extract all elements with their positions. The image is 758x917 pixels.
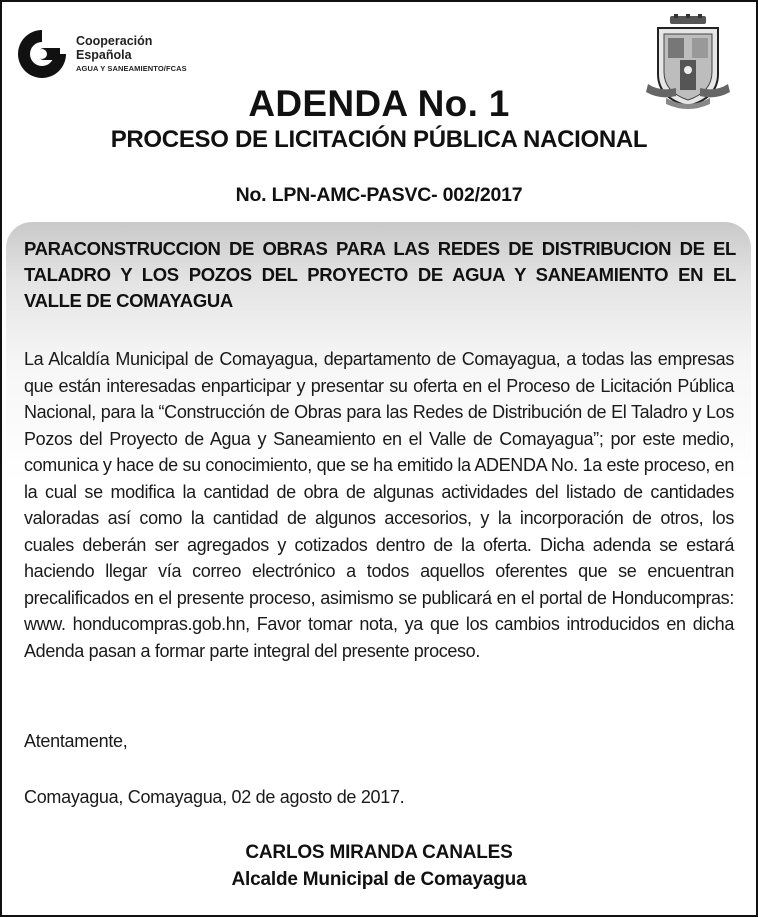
process-number: No. LPN-AMC-PASVC- 002/2017 <box>235 184 523 206</box>
closing-text: Atentamente, <box>24 731 128 751</box>
logo-line-3: AGUA Y SANEAMIENTO/FCAS <box>76 64 187 73</box>
signatory-title: Alcalde Municipal de Comayagua <box>231 869 527 890</box>
date-line: Comayagua, Comayagua, 02 de agosto de 2017. <box>24 787 405 807</box>
logo-text <box>76 34 187 76</box>
document-title: ADENDA No. 1 <box>248 83 510 124</box>
cooperacion-logo-icon <box>14 26 70 82</box>
body-paragraph: La Alcaldía Municipal de Comayagua, departamento de Comayagua, a todas las empresas que están interesadas enparticipar y presentar su oferta en el Proceso de Licitación Pública Nacional, para la “Construcción de Obras para las Redes de Distribución de El Taladro y Los Pozos del Proyecto de Agua y Saneamiento en el Valle de Comayagua”; por este medio, comunica y hace de su conocimiento, que se ha emitido la ADENDA No. 1a este proceso, en la cual se modifica la cantidad de obra de algunas actividades del listado de cantidades valoradas así como la cantidad de algunos accesorios, y la incorporación de otros, los cuales deberán ser agregados y cotizados dentro de la oferta. Dicha adenda se estará haciendo llegar vía correo electrónico a todos aquellos oferentes que se encuentran precalificados en el presente proceso, asimismo se publicará en el portal de Honducompras: www. honducompras.gob.hn, Favor tomar nota, ya que los cambios introducidos en dicha Adenda pasan a formar parte integral del presente proceso. <box>24 349 734 661</box>
signatory-name: CARLOS MIRANDA CANALES <box>245 842 513 863</box>
document-subtitle: PROCESO DE LICITACIÓN PÚBLICA NACIONAL <box>110 126 648 153</box>
subject-heading: PARACONSTRUCCION DE OBRAS PARA LAS REDES DE DISTRIBUCION DE EL TALADRO Y LOS POZOS DEL PROYECTO DE AGUA Y SANEAMIENTO EN EL VALLE DE COMAYAGUA <box>24 238 736 311</box>
logo-line-2: Española <box>76 48 132 62</box>
logo-line-1: Cooperación <box>76 34 153 48</box>
cooperacion-espanola-logo <box>14 26 214 88</box>
